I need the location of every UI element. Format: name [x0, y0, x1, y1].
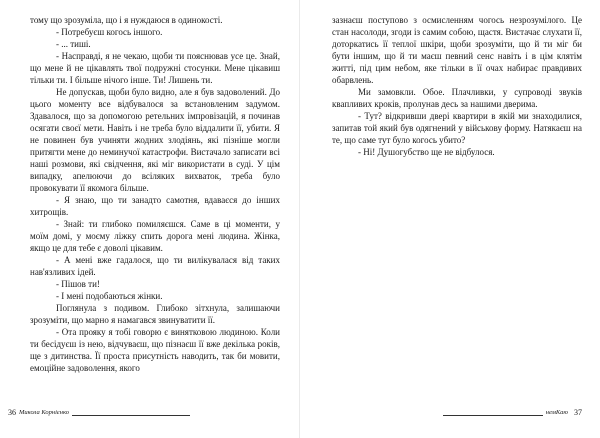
paragraph: - Пішов ти!	[56, 279, 100, 289]
left-page-footer	[8, 408, 193, 418]
paragraph: Не допускав, щоби було видно, але я був задоволений. До цього моменту все відбувалося за встановленим задумом. Здавалося, що за допомогою ретельних імпровізацій, я починав осягати своєї мети. Навіть і не треба було віддалити її, убити. Я не повинен був учиняти жодних злодіянь, які пізніше могли притягти мене до неминучої катастрофи. Вистачало записати всі наші розмови, які свідчення, які міг використати в суді. У цім випадку, апелюючи до всіляких вихваток, треба було провокувати її якомога більше.	[30, 87, 280, 193]
paragraph: - Знай: ти глибоко помиляєшся. Саме в ці моменти, у моїм домі, у моєму ліжку спить дорога мені людина. Жінка, якщо це для тебе є доволі цікавим.	[30, 219, 280, 253]
running-head: немКаю	[545, 409, 568, 416]
paragraph: Ми замовкли. Обое. Плачливки, у супроводі звуків квапливих кроків, пролунав десь за нашими дверима.	[332, 87, 582, 109]
right-page-footer	[440, 408, 582, 418]
paragraph: - Ні! Душогубство ще не відбулося.	[358, 147, 495, 157]
paragraph: зазнаєш поступово з осмисленням чогось незрозумілого. Це стан насолоди, згоди із самим собою, щастя. Вистачає слухати її, доторкатись її теплої шкіри, щоби зрозуміти, що й ти міг би бути іншим, що й ти маєш певний сенс навіть і в цім клятім житті, під цим небом, яке тільки в її очах набирає правдивих обарвлень.	[332, 15, 582, 85]
page-number: 37	[574, 408, 582, 417]
paragraph: - А мені вже гадалося, що ти вилікувалася від таких нав'язливих ідей.	[30, 255, 280, 277]
paragraph: - Я знаю, що ти занадто самотня, вдаваєся до інших хитрощів.	[30, 195, 280, 217]
right-page-text	[332, 14, 582, 158]
paragraph: - Потребуєш когось іншого.	[56, 27, 163, 37]
paragraph: Поглянула з подивом. Глибоко зітхнула, залишаючи зрозуміти, що марно я намагався звинуватити її.	[30, 303, 280, 325]
paragraph: - Насправді, я не чекаю, щоби ти пояснював усе це. Знай, що мене й не цікавлять твої подружні стосунки. Мене цікавиш тільки ти. І більше нічого інше. Ти! Лишень ти.	[30, 51, 280, 85]
paragraph: - І мені подобаються жінки.	[56, 291, 163, 301]
paragraph: - Ота прояку я тобі говорю є винятковою людиною. Коли ти бесідуєш із нею, відчуваєш, що пізнаєш її вже декілька років, ще з дитинства. Її проста присутність наводить, так би мовити, емоційне задоволення, якого	[30, 327, 280, 373]
paragraph: - ... тиші.	[56, 39, 91, 49]
footer-rule	[443, 415, 543, 416]
footer-rule	[72, 415, 190, 416]
paragraph: - Тут? відкривши двері квартири в якій ми знаходилися, запитав той який був одягнений у військову форму. Натякаєш на те, що саме тут було когось убито?	[332, 111, 582, 145]
page-number: 36	[8, 408, 16, 417]
paragraph: тому що зрозуміла, що і я нуждаюся в одинокості.	[30, 15, 223, 25]
left-page-text	[30, 14, 280, 374]
running-head: Микола Корнiєнко	[19, 409, 70, 416]
right-page	[300, 0, 600, 438]
